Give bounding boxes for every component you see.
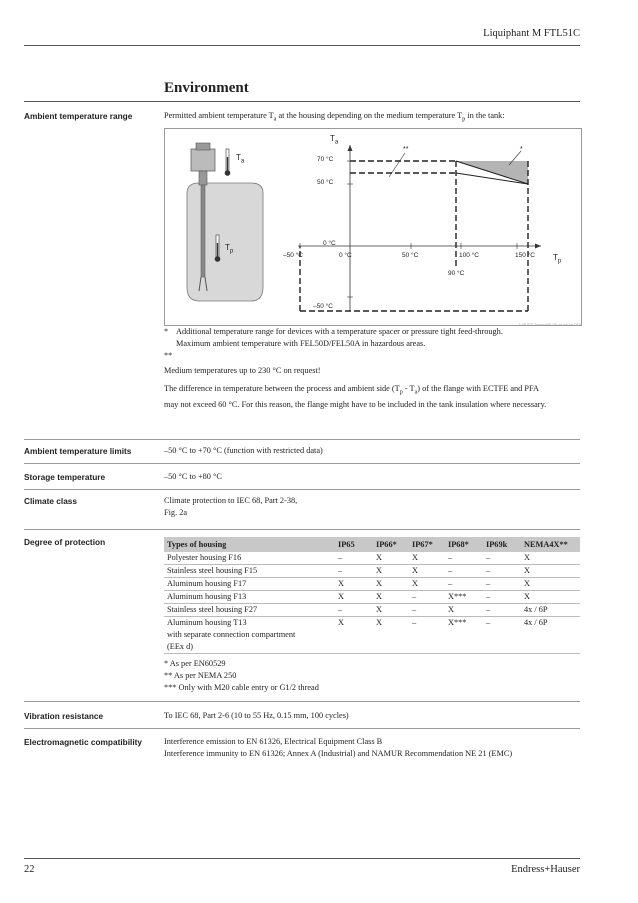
note-star: * Additional temperature range for devices with a temperature spacer or pressure tight feed-through. Maximum ambient temperature with FEL50D/FEL50A in hazardous areas. bbox=[164, 327, 503, 348]
brand-name: Endress+Hauser bbox=[511, 864, 580, 875]
note-double-star-marker: ** bbox=[164, 351, 173, 360]
tank-tp-label: $T_p$ bbox=[225, 243, 234, 255]
col-header: IP69k bbox=[483, 537, 521, 552]
separator bbox=[24, 529, 580, 530]
climate-label: Climate class bbox=[24, 496, 78, 506]
y-tick-0: 0 °C bbox=[323, 240, 336, 247]
protection-table bbox=[164, 537, 580, 654]
x-axis-title: $T_p$ bbox=[553, 253, 562, 265]
footer-rule bbox=[24, 858, 580, 859]
y-axis-title: $T_a$ bbox=[330, 134, 339, 146]
storage-label: Storage temperature bbox=[24, 472, 106, 482]
col-header: IP67* bbox=[409, 537, 445, 552]
temperature-diagram bbox=[164, 128, 582, 326]
table-row: Stainless steel housing F27 – X – X – 4x / 6P bbox=[164, 604, 580, 617]
climate-value: Climate protection to IEC 68, Part 2-38, Fig. 2a bbox=[164, 496, 298, 517]
protection-label: Degree of protection bbox=[24, 537, 106, 547]
table-row: Aluminum housing F13 X X – X*** – X bbox=[164, 591, 580, 604]
table-row: Stainless steel housing F15 – X X – – X bbox=[164, 565, 580, 578]
x-tick-50: 50 °C bbox=[402, 252, 419, 259]
note-double-star-text: Medium temperatures up to 230 °C on request! bbox=[164, 366, 321, 375]
figure-reference: L00-FTL5xxxxx05-00-xx-xx-xx-010 bbox=[519, 322, 581, 327]
col-header: NEMA4X** bbox=[521, 537, 580, 552]
x-tick-150: 150 °C bbox=[515, 252, 535, 259]
table-row: Aluminum housing F17 X X X – – X bbox=[164, 578, 580, 591]
tank-ta-label: $T_a$ bbox=[236, 153, 245, 165]
y-tick-70: 70 °C bbox=[317, 156, 334, 163]
x-tick-100: 100 °C bbox=[459, 252, 479, 259]
separator bbox=[24, 439, 580, 440]
vibration-label: Vibration resistance bbox=[24, 711, 104, 721]
table-row: Polyester housing F16 – X X – – X bbox=[164, 552, 580, 565]
chart-area bbox=[298, 145, 541, 311]
separator bbox=[24, 701, 580, 702]
limits-value: –50 °C to +70 °C (function with restricted data) bbox=[164, 446, 323, 455]
protection-footnotes: * As per EN60529 ** As per NEMA 250 *** Only with M20 cable entry or G1/2 thread bbox=[164, 659, 319, 692]
col-header: IP68* bbox=[445, 537, 483, 552]
housing-icon bbox=[191, 149, 215, 171]
ambient-range-label: Ambient temperature range bbox=[24, 111, 133, 121]
section-title: Environment bbox=[164, 80, 249, 96]
col-header: Types of housing bbox=[164, 537, 335, 552]
mark-single-star: * bbox=[520, 146, 523, 153]
x-tick-minus50: –50 °C bbox=[283, 252, 303, 259]
emc-value: Interference emission to EN 61326, Electrical Equipment Class B Interference immunity to EN 61326; Annex A (Industrial) and NAMUR Recommendation NE 21 (EMC) bbox=[164, 737, 513, 758]
vibration-value: To IEC 68, Part 2-6 (10 to 55 Hz, 0.15 mm, 100 cycles) bbox=[164, 711, 349, 720]
table-row: Aluminum housing T13 with separate connection compartment (EEx d) X X – X*** – 4x / 6P bbox=[164, 617, 580, 654]
storage-value: –50 °C to +80 °C bbox=[164, 472, 222, 481]
col-header: IP66* bbox=[373, 537, 409, 552]
mark-double-star: ** bbox=[403, 146, 409, 153]
separator bbox=[24, 728, 580, 729]
header-rule bbox=[24, 45, 580, 46]
thermometer-ta-icon bbox=[225, 149, 231, 176]
col-header: IP65 bbox=[335, 537, 373, 552]
section-rule bbox=[24, 101, 580, 102]
x-tick-90: 90 °C bbox=[448, 270, 465, 277]
y-tick-50: 50 °C bbox=[317, 179, 334, 186]
x-tick-0: 0 °C bbox=[339, 252, 352, 259]
separator bbox=[24, 463, 580, 464]
separator bbox=[24, 489, 580, 490]
emc-label: Electromagnetic compatibility bbox=[24, 737, 143, 747]
note-flange: The difference in temperature between the process and ambient side $(T_p - T_a)$ of the flange with ECTFE and PFA may not exceed 60 °C. For this reason, the flange might have to be included in the tank insulation where necessary. bbox=[164, 384, 547, 409]
page-number: 22 bbox=[24, 864, 35, 875]
table-header-row bbox=[164, 537, 580, 552]
tank-illustration bbox=[187, 143, 263, 301]
probe-icon bbox=[201, 185, 205, 277]
document-header: Liquiphant M FTL51C bbox=[483, 28, 580, 39]
ambient-range-intro: Permitted ambient temperature $T_a$ at the housing depending on the medium temperature $T_p$ in the tank: bbox=[164, 111, 505, 123]
limits-label: Ambient temperature limits bbox=[24, 446, 132, 456]
y-tick-minus50: –50 °C bbox=[313, 303, 333, 310]
